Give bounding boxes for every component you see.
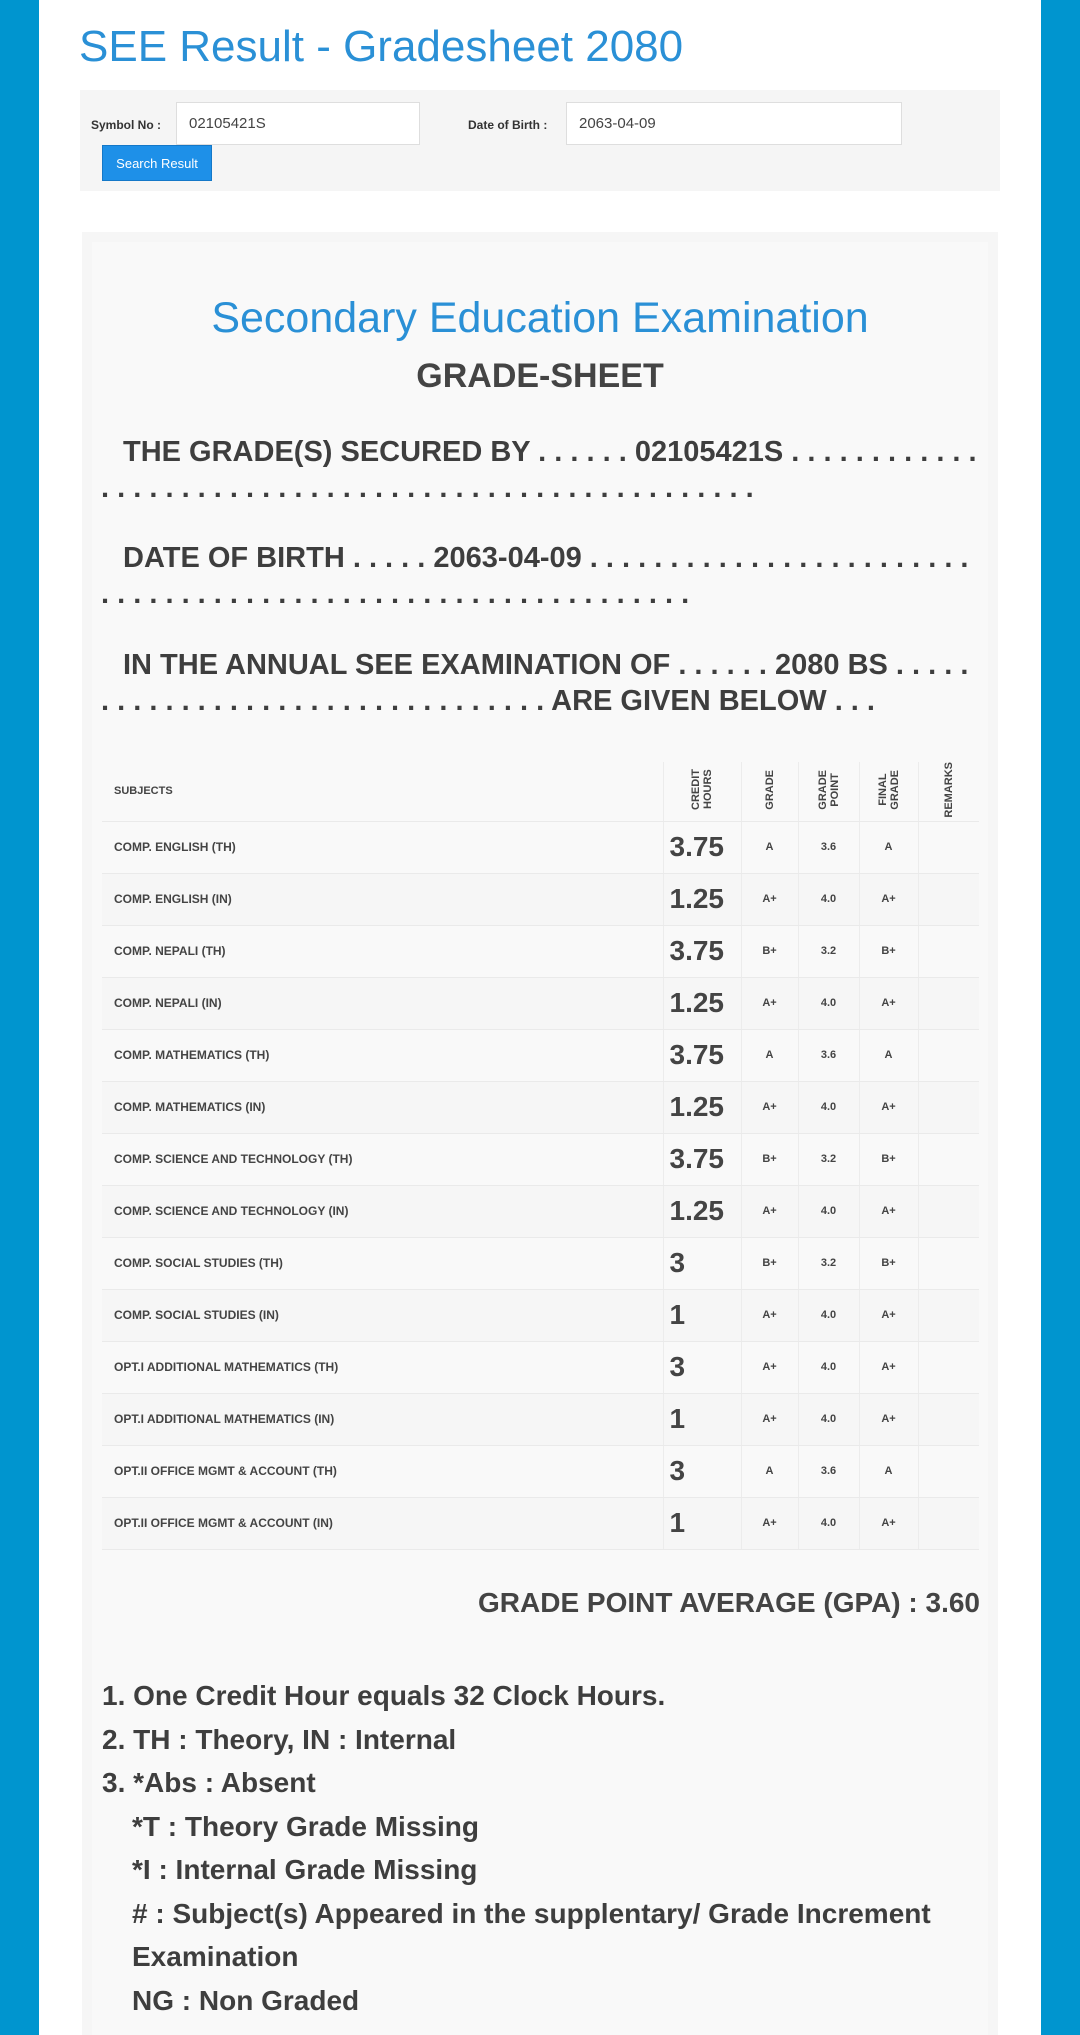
exam-title: Secondary Education Examination <box>211 294 869 342</box>
credit-hours-cell: 1 <box>663 1497 741 1549</box>
credit-hours-cell: 1 <box>663 1289 741 1341</box>
remarks-cell <box>918 1081 979 1133</box>
credit-hours-cell: 3.75 <box>663 1133 741 1185</box>
remarks-cell <box>918 1497 979 1549</box>
final-grade-cell: A <box>859 821 918 873</box>
subject-cell: COMP. MATHEMATICS (IN) <box>102 1081 663 1133</box>
credit-hours-cell: 3.75 <box>663 925 741 977</box>
search-form <box>80 90 1000 191</box>
page-container <box>39 0 1041 2035</box>
table-row <box>102 1081 979 1133</box>
grade-cell: A+ <box>741 1185 798 1237</box>
table-row <box>102 925 979 977</box>
credit-hours-cell: 1 <box>663 1393 741 1445</box>
final-grade-cell: B+ <box>859 1237 918 1289</box>
grade-point-cell: 3.2 <box>798 1133 859 1185</box>
remarks-cell <box>918 1341 979 1393</box>
grade-cell: A <box>741 1445 798 1497</box>
final-grade-cell: A+ <box>859 1497 918 1549</box>
secured-by-line <box>101 434 981 506</box>
note-supplementary: # : Subject(s) Appeared in the supplentary/ Grade Increment Examination <box>132 1897 931 1972</box>
subject-cell: COMP. SOCIAL STUDIES (TH) <box>102 1237 663 1289</box>
remarks-cell <box>918 1237 979 1289</box>
grade-sheet <box>82 232 998 2035</box>
gpa-summary: GRADE POINT AVERAGE (GPA) : 3.60 <box>478 1587 980 1618</box>
final-grade-cell: A <box>859 1445 918 1497</box>
table-row <box>102 1497 979 1549</box>
header-credit-hours <box>663 762 741 821</box>
subject-cell: COMP. NEPALI (TH) <box>102 925 663 977</box>
note-non-graded: NG : Non Graded <box>132 1984 360 2016</box>
note-internal-missing: *I : Internal Grade Missing <box>132 1854 478 1885</box>
grade-table <box>102 762 979 1550</box>
credit-hours-cell: 3.75 <box>663 1029 741 1081</box>
grade-point-cell: 4.0 <box>798 1185 859 1237</box>
final-grade-cell: A+ <box>859 873 918 925</box>
final-grade-cell: A+ <box>859 1185 918 1237</box>
remarks-cell <box>918 1029 979 1081</box>
table-row <box>102 873 979 925</box>
credit-hours-cell: 3.75 <box>663 821 741 873</box>
grade-table-body <box>102 821 979 1549</box>
subject-cell: COMP. NEPALI (IN) <box>102 977 663 1029</box>
credit-hours-cell: 3 <box>663 1445 741 1497</box>
notes-list <box>102 1674 982 2022</box>
table-row <box>102 1445 979 1497</box>
grade-point-cell: 4.0 <box>798 1393 859 1445</box>
header-grade-text: GRADE <box>763 769 776 810</box>
final-grade-cell: A+ <box>859 1081 918 1133</box>
subject-cell: COMP. SCIENCE AND TECHNOLOGY (IN) <box>102 1185 663 1237</box>
credit-hours-cell: 3 <box>663 1341 741 1393</box>
table-header-row <box>102 762 979 821</box>
header-grade-point <box>798 762 859 821</box>
remarks-cell <box>918 1185 979 1237</box>
grade-point-cell: 3.2 <box>798 1237 859 1289</box>
remarks-cell <box>918 1289 979 1341</box>
symbol-no-label: Symbol No : <box>91 118 162 132</box>
symbol-no-input[interactable] <box>176 102 420 145</box>
remarks-cell <box>918 925 979 977</box>
header-subjects: SUBJECTS <box>102 762 663 821</box>
credit-hours-cell: 1.25 <box>663 1081 741 1133</box>
grade-point-cell: 3.6 <box>798 1445 859 1497</box>
grade-cell: A+ <box>741 1497 798 1549</box>
grade-cell: A+ <box>741 977 798 1029</box>
final-grade-cell: A+ <box>859 1289 918 1341</box>
subject-cell: COMP. ENGLISH (IN) <box>102 873 663 925</box>
note-theory-missing: *T : Theory Grade Missing <box>132 1810 479 1842</box>
grade-cell: A <box>741 821 798 873</box>
header-credit-hours-text: CREDIT HOURS <box>690 769 714 811</box>
subject-cell: COMP. ENGLISH (TH) <box>102 821 663 873</box>
header-final-grade-text: FINAL GRADE <box>876 769 901 810</box>
grade-sheet-body <box>92 242 988 2035</box>
grade-cell: A+ <box>741 1393 798 1445</box>
final-grade-cell: A+ <box>859 977 918 1029</box>
dob-label: Date of Birth : <box>468 118 548 132</box>
credit-hours-cell: 1.25 <box>663 873 741 925</box>
table-row <box>102 1029 979 1081</box>
note-th-in: 2. TH : Theory, IN : Internal <box>102 1723 457 1755</box>
search-result-button[interactable]: Search Result <box>102 145 212 181</box>
table-row <box>102 977 979 1029</box>
table-row <box>102 1341 979 1393</box>
remarks-cell <box>918 873 979 925</box>
grade-point-cell: 4.0 <box>798 1081 859 1133</box>
dob-text: DATE OF BIRTH . . . . . 2063-04-09 . . . . . . . . . . . . . . . . . . . . . . . . . . . . . . . . . . . . . . . . . . . . . . . . . . . . . . . . . . . . . <box>101 542 969 610</box>
note-absent: 3. *Abs : Absent <box>102 1767 316 1798</box>
subject-cell: COMP. SCIENCE AND TECHNOLOGY (TH) <box>102 1133 663 1185</box>
grade-point-cell: 4.0 <box>798 1341 859 1393</box>
grade-cell: B+ <box>741 925 798 977</box>
grade-point-cell: 3.6 <box>798 821 859 873</box>
header-remarks <box>918 762 979 821</box>
grade-cell: A+ <box>741 1289 798 1341</box>
final-grade-cell: A+ <box>859 1393 918 1445</box>
header-grade <box>741 762 798 821</box>
credit-hours-cell: 3 <box>663 1237 741 1289</box>
grade-cell: A+ <box>741 1341 798 1393</box>
secured-by-text: THE GRADE(S) SECURED BY . . . . . . 02105421S . . . . . . . . . . . . . . . . . . . . . . . . . . . . . . . . . . . . . . . . . . . . . . . . . . . . . <box>101 436 977 504</box>
grade-point-cell: 4.0 <box>798 1289 859 1341</box>
header-remarks-text: REMARKS <box>942 762 955 818</box>
header-grade-point-text: GRADE POINT <box>816 769 841 810</box>
table-row <box>102 1133 979 1185</box>
exam-line <box>101 647 981 719</box>
grade-cell: B+ <box>741 1133 798 1185</box>
subject-cell: OPT.I ADDITIONAL MATHEMATICS (TH) <box>102 1341 663 1393</box>
subject-cell: OPT.II OFFICE MGMT & ACCOUNT (IN) <box>102 1497 663 1549</box>
remarks-cell <box>918 821 979 873</box>
grade-sheet-heading: GRADE-SHEET <box>416 357 664 395</box>
grade-cell: A+ <box>741 1081 798 1133</box>
grade-point-cell: 3.2 <box>798 925 859 977</box>
grade-cell: A+ <box>741 873 798 925</box>
table-row <box>102 1185 979 1237</box>
remarks-cell <box>918 1445 979 1497</box>
dob-line <box>101 540 981 612</box>
remarks-cell <box>918 977 979 1029</box>
grade-point-cell: 4.0 <box>798 873 859 925</box>
header-final-grade <box>859 762 918 821</box>
dob-input[interactable] <box>566 102 902 145</box>
exam-text: IN THE ANNUAL SEE EXAMINATION OF . . . . . . 2080 BS . . . . . . . . . . . . . . . . . . . . . . . . . . . . . . . . . ARE GIVEN BELOW . . . <box>101 649 969 717</box>
final-grade-cell: B+ <box>859 925 918 977</box>
subject-cell: COMP. MATHEMATICS (TH) <box>102 1029 663 1081</box>
remarks-cell <box>918 1133 979 1185</box>
grade-point-cell: 4.0 <box>798 977 859 1029</box>
grade-cell: A <box>741 1029 798 1081</box>
table-row <box>102 821 979 873</box>
page-title: SEE Result - Gradesheet 2080 <box>79 22 684 71</box>
note-credit-hour: 1. One Credit Hour equals 32 Clock Hours. <box>102 1680 666 1711</box>
grade-point-cell: 3.6 <box>798 1029 859 1081</box>
subject-cell: OPT.II OFFICE MGMT & ACCOUNT (TH) <box>102 1445 663 1497</box>
remarks-cell <box>918 1393 979 1445</box>
table-row <box>102 1289 979 1341</box>
credit-hours-cell: 1.25 <box>663 977 741 1029</box>
final-grade-cell: B+ <box>859 1133 918 1185</box>
grade-point-cell: 4.0 <box>798 1497 859 1549</box>
table-row <box>102 1393 979 1445</box>
final-grade-cell: A+ <box>859 1341 918 1393</box>
subject-cell: OPT.I ADDITIONAL MATHEMATICS (IN) <box>102 1393 663 1445</box>
subject-cell: COMP. SOCIAL STUDIES (IN) <box>102 1289 663 1341</box>
credit-hours-cell: 1.25 <box>663 1185 741 1237</box>
final-grade-cell: A <box>859 1029 918 1081</box>
grade-cell: B+ <box>741 1237 798 1289</box>
table-row <box>102 1237 979 1289</box>
